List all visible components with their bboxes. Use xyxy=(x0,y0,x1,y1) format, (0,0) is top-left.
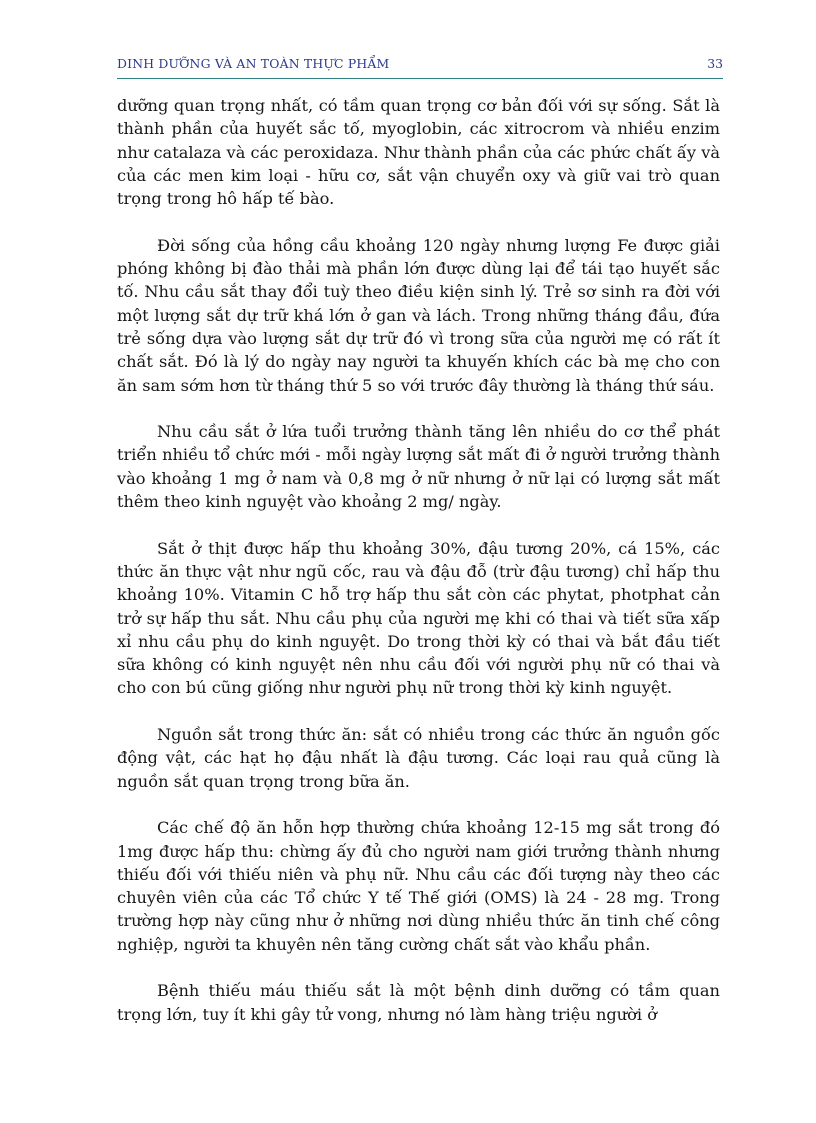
header-divider xyxy=(117,78,723,79)
running-header-title: DINH DƯỠNG VÀ AN TOÀN THỰC PHẨM xyxy=(117,56,390,71)
paragraph-iron-absorption: Sắt ở thịt được hấp thu khoảng 30%, đậu tương 20%, cá 15%, các thức ăn thực vật như ngũ cốc, rau và đậu đỗ (trừ đậu tương) chỉ hấp thu khoảng 10%. Vitamin C hỗ trợ hấp thu sắt còn các phytat, photphat cản trở sự hấp thu sắt. Nhu cầu phụ của người mẹ khi có thai và tiết sữa xấp xỉ nhu cầu phụ do kinh nguyệt. Do trong thời kỳ có thai và bắt đầu tiết sữa không có kinh nguyệt nên nhu cầu đối với người phụ nữ có thai và cho con bú cũng giống như người phụ nữ trong thời kỳ kinh nguyệt. xyxy=(117,538,720,698)
paragraph-red-blood-cells: Đời sống của hồng cầu khoảng 120 ngày nhưng lượng Fe được giải phóng không bị đào thải mà phần lớn được dùng lại để tái tạo huyết sắc tố. Nhu cầu sắt thay đổi tuỳ theo điều kiện sinh lý. Trẻ sơ sinh ra đời với một lượng sắt dự trữ khá lớn ở gan và lách. Trong những tháng đầu, đứa trẻ sống dựa vào lượng sắt dự trữ đó vì trong sữa của người mẹ có rất ít chất sắt. Đó là lý do ngày nay người ta khuyến khích các bà mẹ cho con ăn sam sớm hơn từ tháng thứ 5 so với trước đây thường là tháng thứ sáu. xyxy=(117,235,720,395)
running-header xyxy=(117,56,723,76)
paragraph-adult-iron-needs: Nhu cầu sắt ở lứa tuổi trưởng thành tăng lên nhiều do cơ thể phát triển nhiều tổ chức mới - mỗi ngày lượng sắt mất đi ở người trưởng thành vào khoảng 1 mg ở nam và 0,8 mg ở nữ nhưng ở nữ lại có lượng sắt mất thêm theo kinh nguyệt vào khoảng 2 mg/ ngày. xyxy=(117,422,720,512)
page-number: 33 xyxy=(707,56,723,71)
body-text xyxy=(117,94,720,1049)
paragraph-iron-sources: Nguồn sắt trong thức ăn: sắt có nhiều trong các thức ăn nguồn gốc động vật, các hạt họ đậu nhất là đậu tương. Các loại rau quả cũng là nguồn sắt quan trọng trong bữa ăn. xyxy=(117,725,720,791)
paragraph-continued: dưỡng quan trọng nhất, có tầm quan trọng cơ bản đối với sự sống. Sắt là thành phần của huyết sắc tố, myoglobin, các xitrocrom và nhiều enzim như catalaza và các peroxidaza. Như thành phần của các phức chất ấy và của các men kim loại - hữu cơ, sắt vận chuyển oxy và giữ vai trò quan trọng trong hô hấp tế bào. xyxy=(117,96,720,209)
paragraph-mixed-diets: Các chế độ ăn hỗn hợp thường chứa khoảng 12-15 mg sắt trong đó 1mg được hấp thu: chừng ấy đủ cho người nam giới trưởng thành nhưng thiếu đối với thiếu niên và phụ nữ. Nhu cầu các đối tượng này theo các chuyên viên của các Tổ chức Y tế Thế giới (OMS) là 24 - 28 mg. Trong trường hợp này cũng như ở những nơi dùng nhiều thức ăn tinh chế công nghiệp, người ta khuyên nên tăng cường chất sắt vào khẩu phần. xyxy=(117,818,720,954)
paragraph-anemia: Bệnh thiếu máu thiếu sắt là một bệnh dinh dưỡng có tầm quan trọng lớn, tuy ít khi gây tử vong, nhưng nó làm hàng triệu người ở xyxy=(117,981,720,1024)
